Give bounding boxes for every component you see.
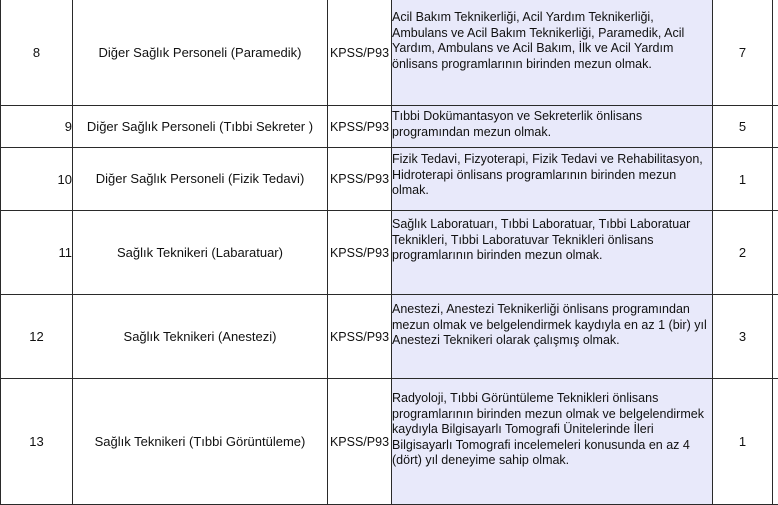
requirement-text: Anestezi, Anestezi Teknikerliği önlisans programından mezun olmak ve belgelendirmek kaydıyla en az 1 (bir) yıl Anestezi Teknikeri olarak çalışmış olmak. (392, 295, 713, 379)
position-title: Diğer Sağlık Personeli (Fizik Tedavi) (73, 148, 328, 211)
exam-code: KPSS/P93 (328, 106, 392, 148)
row-number: 11 (1, 211, 73, 295)
row-number: 12 (1, 295, 73, 379)
position-title: Sağlık Teknikeri (Anestezi) (73, 295, 328, 379)
row-number: 10 (1, 148, 73, 211)
table-row (1, 0, 778, 106)
exam-code: KPSS/P93 (328, 295, 392, 379)
position-title: Diğer Sağlık Personeli (Paramedik) (73, 0, 328, 106)
exam-code: KPSS/P93 (328, 148, 392, 211)
position-title: Sağlık Teknikeri (Labaratuar) (73, 211, 328, 295)
position-quantity: 1 (713, 148, 773, 211)
position-quantity: 3 (713, 295, 773, 379)
table-edge-cell (773, 379, 778, 505)
row-number: 9 (1, 106, 73, 148)
table-row (1, 211, 778, 295)
table-row (1, 379, 778, 505)
exam-code: KPSS/P93 (328, 0, 392, 106)
table-edge-cell (773, 0, 778, 106)
requirement-text: Acil Bakım Teknikerliği, Acil Yardım Teknikerliği, Ambulans ve Acil Bakım Teknikerliği, Paramedik, Acil Yardım, Ambulans ve Acil Bakım, İlk ve Acil Yardım önlisans programlarının birinden mezun olmak. (392, 0, 713, 106)
requirement-text: Sağlık Laboratuarı, Tıbbi Laboratuar, Tıbbi Laboratuar Teknikleri, Tıbbi Laboratuvar Teknikleri önlisans programlarının birinden mezun olmak. (392, 211, 713, 295)
requirement-text: Tıbbi Dokümantasyon ve Sekreterlik önlisans programından mezun olmak. (392, 106, 713, 148)
position-quantity: 1 (713, 379, 773, 505)
position-quantity: 5 (713, 106, 773, 148)
table-edge-cell (773, 106, 778, 148)
row-number: 8 (1, 0, 73, 106)
position-quantity: 7 (713, 0, 773, 106)
position-title: Sağlık Teknikeri (Tıbbi Görüntüleme) (73, 379, 328, 505)
row-number: 13 (1, 379, 73, 505)
table-edge-cell (773, 211, 778, 295)
exam-code: KPSS/P93 (328, 379, 392, 505)
requirement-text: Radyoloji, Tıbbi Görüntüleme Teknikleri önlisans programlarının birinden mezun olmak ve belgelendirmek kaydıyla Bilgisayarlı Tomografi Ünitelerinde İleri Bilgisayarlı Tomografi incelemeleri konusunda en az 4 (dört) yıl deneyime sahip olmak. (392, 379, 713, 505)
exam-code: KPSS/P93 (328, 211, 392, 295)
requirement-text: Fizik Tedavi, Fizyoterapi, Fizik Tedavi ve Rehabilitasyon, Hidroterapi önlisans programlarının birinden mezun olmak. (392, 148, 713, 211)
table-edge-cell (773, 148, 778, 211)
position-quantity: 2 (713, 211, 773, 295)
table-edge-cell (773, 295, 778, 379)
table-row (1, 148, 778, 211)
table-row (1, 106, 778, 148)
position-title: Diğer Sağlık Personeli (Tıbbi Sekreter ) (73, 106, 328, 148)
table-row (1, 295, 778, 379)
